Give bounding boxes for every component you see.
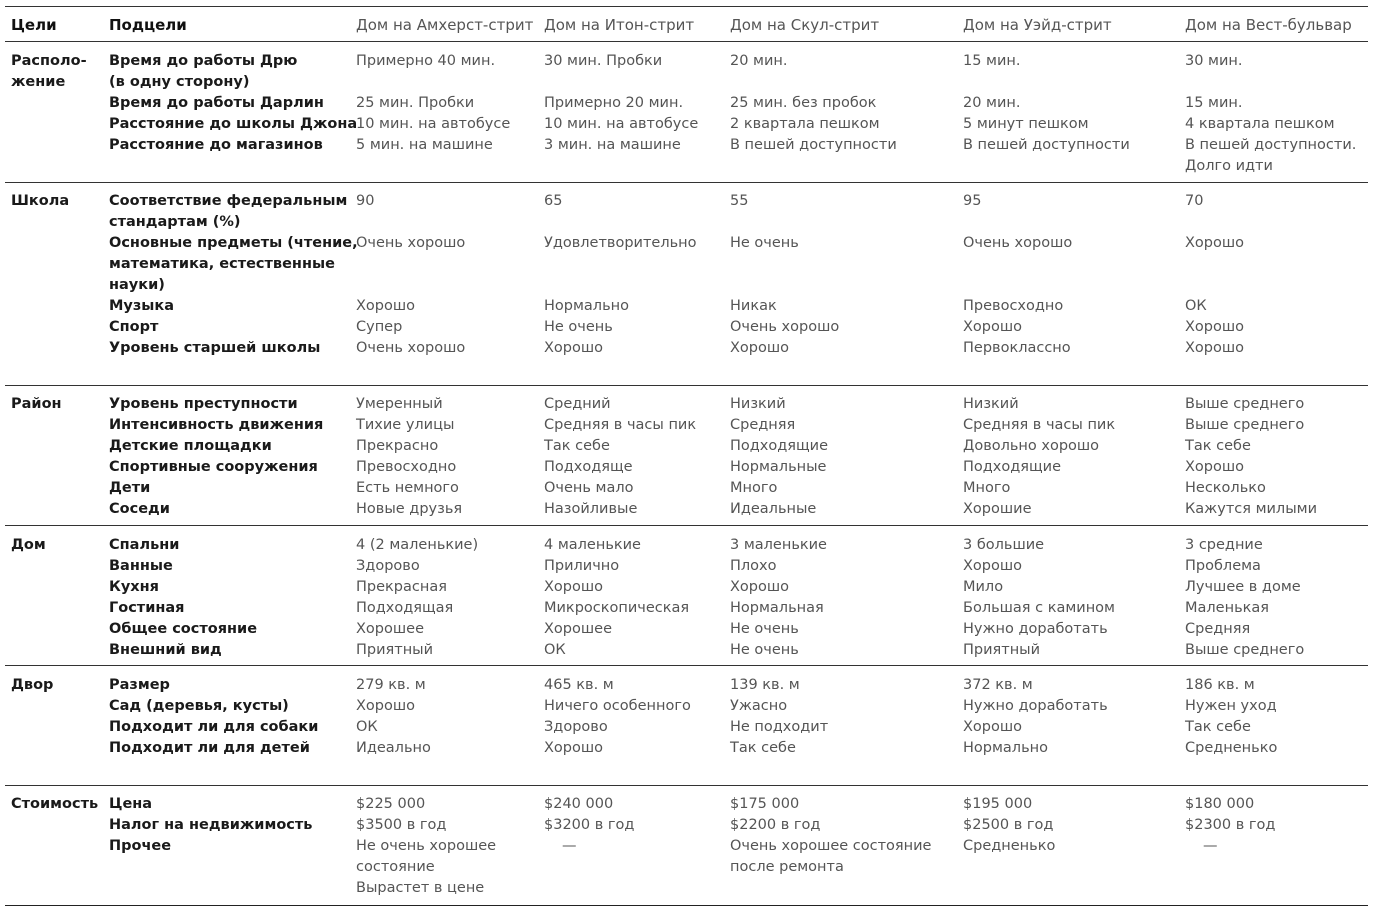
value-cell: Подходяще: [544, 459, 633, 475]
header-house-2: Дом на Итон-стрит: [544, 16, 695, 34]
value-cell: Большая с камином: [963, 600, 1115, 616]
header-goals: Цели: [11, 16, 57, 34]
subgoal-label: Соседи: [109, 501, 170, 517]
value-cell: $2200 в год: [730, 817, 821, 833]
value-cell: Очень мало: [544, 480, 634, 496]
value-cell: Нормальные: [730, 459, 827, 475]
value-cell: Очень хорошо: [356, 340, 466, 356]
header-house-1: Дом на Амхерст-стрит: [356, 16, 534, 34]
subgoal-label: Цена: [109, 796, 153, 812]
value-cell: Средненько: [963, 838, 1056, 854]
value-cell: Нормально: [963, 740, 1048, 756]
value-cell: Очень хорошо: [963, 235, 1073, 251]
subgoal-label: Гостиная: [109, 600, 185, 616]
value-cell: Хорошо: [963, 719, 1023, 735]
value-cell: Идеальные: [730, 501, 817, 517]
value-cell: Мило: [963, 579, 1004, 595]
header-house-4: Дом на Уэйд-стрит: [963, 16, 1112, 34]
value-cell: $2300 в год: [1185, 817, 1276, 833]
value-cell: Прекрасная: [356, 579, 447, 595]
value-cell: Очень хорошее состояние после ремонта: [730, 838, 932, 875]
value-cell: Нужно доработать: [963, 621, 1108, 637]
value-cell: Здорово: [544, 719, 608, 735]
value-cell: 372 кв. м: [963, 677, 1033, 693]
value-cell: Так себе: [1185, 438, 1251, 454]
value-cell: Никак: [730, 298, 777, 314]
value-cell: Так себе: [544, 438, 610, 454]
value-cell: 5 мин. на машине: [356, 137, 493, 153]
value-cell: 15 мин.: [1185, 95, 1243, 111]
value-cell: 186 кв. м: [1185, 677, 1255, 693]
value-cell: 3 большие: [963, 537, 1045, 553]
subgoal-label: Время до работы Дарлин: [109, 95, 324, 111]
value-cell: 30 мин. Пробки: [544, 53, 663, 69]
subgoal-label: Музыка: [109, 298, 175, 314]
value-cell: Примерно 20 мин.: [544, 95, 684, 111]
value-cell: Хорошо: [1185, 340, 1245, 356]
value-cell: Так себе: [730, 740, 796, 756]
value-cell: Хорошо: [730, 340, 790, 356]
value-cell: 20 мин.: [730, 53, 788, 69]
value-cell: Нормально: [544, 298, 629, 314]
value-cell: Хорошо: [544, 740, 604, 756]
value-cell: В пешей доступности: [730, 137, 897, 153]
value-cell: Ничего особенного: [544, 698, 691, 714]
value-cell: Средняя в часы пик: [544, 417, 697, 433]
subgoal-label: Налог на недвижимость: [109, 817, 313, 833]
value-cell: Средненько: [1185, 740, 1278, 756]
group-rule: [5, 525, 1368, 526]
goal-label: Район: [11, 396, 62, 412]
subgoal-label: Подходит ли для собаки: [109, 719, 319, 735]
value-cell: 30 мин.: [1185, 53, 1243, 69]
subgoal-label: Спорт: [109, 319, 159, 335]
subgoal-label: Основные предметы (чтение, математика, естественные науки): [109, 235, 358, 293]
goal-label: Располо- жение: [11, 53, 87, 90]
value-cell: Первоклассно: [963, 340, 1071, 356]
value-cell: 10 мин. на автобусе: [544, 116, 699, 132]
value-cell: 55: [730, 193, 749, 209]
value-cell: Супер: [356, 319, 403, 335]
value-cell: Выше среднего: [1185, 396, 1305, 412]
value-cell: 95: [963, 193, 982, 209]
value-cell: Ужасно: [730, 698, 788, 714]
value-cell: Подходящая: [356, 600, 454, 616]
header-house-3: Дом на Скул-стрит: [730, 16, 880, 34]
value-cell: Средняя: [1185, 621, 1251, 637]
value-cell: Нужно доработать: [963, 698, 1108, 714]
subgoal-label: Сад (деревья, кусты): [109, 698, 289, 714]
value-cell: Так себе: [1185, 719, 1251, 735]
goal-label: Стоимость: [11, 796, 99, 812]
subgoal-label: Детские площадки: [109, 438, 272, 454]
value-cell: 25 мин. без пробок: [730, 95, 877, 111]
value-cell: Не очень: [730, 235, 799, 251]
value-cell: Прилично: [544, 558, 620, 574]
value-cell: ОК: [1185, 298, 1207, 314]
value-cell: Новые друзья: [356, 501, 463, 517]
value-cell: Лучшее в доме: [1185, 579, 1301, 595]
value-cell: Несколько: [1185, 480, 1266, 496]
value-cell: Не очень хорошее состояние Вырастет в цене: [356, 838, 497, 896]
value-cell: 2 квартала пешком: [730, 116, 880, 132]
subgoal-label: Подходит ли для детей: [109, 740, 310, 756]
value-cell: 4 (2 маленькие): [356, 537, 479, 553]
value-cell: $195 000: [963, 796, 1033, 812]
subgoal-label: Интенсивность движения: [109, 417, 324, 433]
value-cell: Хорошее: [544, 621, 612, 637]
value-cell: 65: [544, 193, 563, 209]
value-cell: Умеренный: [356, 396, 443, 412]
subgoal-label: Дети: [109, 480, 151, 496]
value-cell: Удовлетворительно: [544, 235, 697, 251]
value-cell: Очень хорошо: [730, 319, 840, 335]
subgoal-label: Внешний вид: [109, 642, 222, 658]
value-cell: ОК: [544, 642, 566, 658]
header-house-5: Дом на Вест-бульвар: [1185, 16, 1352, 34]
header-subgoals: Подцели: [109, 16, 187, 34]
value-cell: 279 кв. м: [356, 677, 426, 693]
value-cell: ОК: [356, 719, 378, 735]
value-cell: 3 мин. на машине: [544, 137, 681, 153]
value-cell: Плохо: [730, 558, 777, 574]
value-cell: Приятный: [963, 642, 1041, 658]
value-cell: В пешей доступности. Долго идти: [1185, 137, 1357, 174]
value-cell: $2500 в год: [963, 817, 1054, 833]
value-cell: Средний: [544, 396, 611, 412]
value-cell: $240 000: [544, 796, 614, 812]
subgoal-label: Общее состояние: [109, 621, 258, 637]
value-cell: $3500 в год: [356, 817, 447, 833]
value-cell: Подходящие: [963, 459, 1062, 475]
value-cell: Выше среднего: [1185, 417, 1305, 433]
value-cell: Хорошо: [963, 319, 1023, 335]
group-rule: [5, 385, 1368, 386]
subgoal-label: Расстояние до школы Джона: [109, 116, 358, 132]
value-cell: Приятный: [356, 642, 434, 658]
value-cell: Очень хорошо: [356, 235, 466, 251]
value-cell: Микроскопическая: [544, 600, 690, 616]
value-cell: Хорошо: [1185, 235, 1245, 251]
group-rule: [5, 905, 1368, 906]
value-cell: Хорошо: [356, 298, 416, 314]
value-cell: 3 средние: [1185, 537, 1263, 553]
value-cell: $175 000: [730, 796, 800, 812]
value-cell: Много: [963, 480, 1011, 496]
value-cell: 139 кв. м: [730, 677, 800, 693]
value-cell: Хорошие: [963, 501, 1032, 517]
value-cell: Превосходно: [356, 459, 457, 475]
value-cell: 15 мин.: [963, 53, 1021, 69]
subgoal-label: Уровень старшей школы: [109, 340, 321, 356]
value-cell: $225 000: [356, 796, 426, 812]
top-rule: [5, 6, 1368, 7]
value-cell: 70: [1185, 193, 1204, 209]
value-cell: Хорошо: [544, 579, 604, 595]
value-cell: В пешей доступности: [963, 137, 1130, 153]
subgoal-label: Спортивные сооружения: [109, 459, 318, 475]
subgoal-label: Время до работы Дрю (в одну сторону): [109, 53, 298, 90]
value-cell: Хорошо: [963, 558, 1023, 574]
value-cell: Не подходит: [730, 719, 829, 735]
value-cell: Низкий: [963, 396, 1019, 412]
group-rule: [5, 665, 1368, 666]
value-cell: Нужен уход: [1185, 698, 1277, 714]
value-cell: Маленькая: [1185, 600, 1269, 616]
value-cell: Есть немного: [356, 480, 459, 496]
value-cell: Хорошо: [356, 698, 416, 714]
subgoal-label: Расстояние до магазинов: [109, 137, 323, 153]
header-rule: [5, 41, 1368, 42]
subgoal-label: Спальни: [109, 537, 180, 553]
value-cell: Довольно хорошо: [963, 438, 1100, 454]
subgoal-label: Размер: [109, 677, 170, 693]
value-cell: 3 маленькие: [730, 537, 827, 553]
subgoal-label: Прочее: [109, 838, 172, 854]
value-cell: $180 000: [1185, 796, 1255, 812]
group-rule: [5, 182, 1368, 183]
value-cell: 20 мин.: [963, 95, 1021, 111]
value-cell: 465 кв. м: [544, 677, 614, 693]
group-rule: [5, 785, 1368, 786]
value-cell: Хорошо: [730, 579, 790, 595]
value-cell: Не очень: [730, 621, 799, 637]
value-cell: Превосходно: [963, 298, 1064, 314]
subgoal-label: Ванные: [109, 558, 173, 574]
subgoal-label: Кухня: [109, 579, 159, 595]
value-cell: Средняя: [730, 417, 796, 433]
value-cell: Не очень: [544, 319, 613, 335]
value-cell: Хорошо: [1185, 459, 1245, 475]
value-cell: 5 минут пешком: [963, 116, 1089, 132]
value-cell: —: [1203, 838, 1218, 854]
value-cell: Назойливые: [544, 501, 638, 517]
value-cell: Хорошее: [356, 621, 424, 637]
value-cell: 90: [356, 193, 375, 209]
value-cell: Идеально: [356, 740, 431, 756]
value-cell: $3200 в год: [544, 817, 635, 833]
value-cell: Проблема: [1185, 558, 1261, 574]
value-cell: Нормальная: [730, 600, 824, 616]
value-cell: 25 мин. Пробки: [356, 95, 475, 111]
value-cell: Много: [730, 480, 778, 496]
value-cell: 10 мин. на автобусе: [356, 116, 511, 132]
value-cell: Здорово: [356, 558, 420, 574]
value-cell: Не очень: [730, 642, 799, 658]
goal-label: Двор: [11, 677, 54, 693]
value-cell: 4 маленькие: [544, 537, 641, 553]
value-cell: 4 квартала пешком: [1185, 116, 1335, 132]
value-cell: —: [562, 838, 577, 854]
value-cell: Хорошо: [1185, 319, 1245, 335]
value-cell: Средняя в часы пик: [963, 417, 1116, 433]
value-cell: Выше среднего: [1185, 642, 1305, 658]
value-cell: Низкий: [730, 396, 786, 412]
value-cell: Прекрасно: [356, 438, 439, 454]
value-cell: Тихие улицы: [356, 417, 455, 433]
goal-label: Дом: [11, 537, 46, 553]
value-cell: Подходящие: [730, 438, 829, 454]
value-cell: Хорошо: [544, 340, 604, 356]
goal-label: Школа: [11, 193, 70, 209]
value-cell: Примерно 40 мин.: [356, 53, 496, 69]
value-cell: Кажутся милыми: [1185, 501, 1318, 517]
subgoal-label: Уровень преступности: [109, 396, 298, 412]
subgoal-label: Соответствие федеральным стандартам (%): [109, 193, 348, 230]
